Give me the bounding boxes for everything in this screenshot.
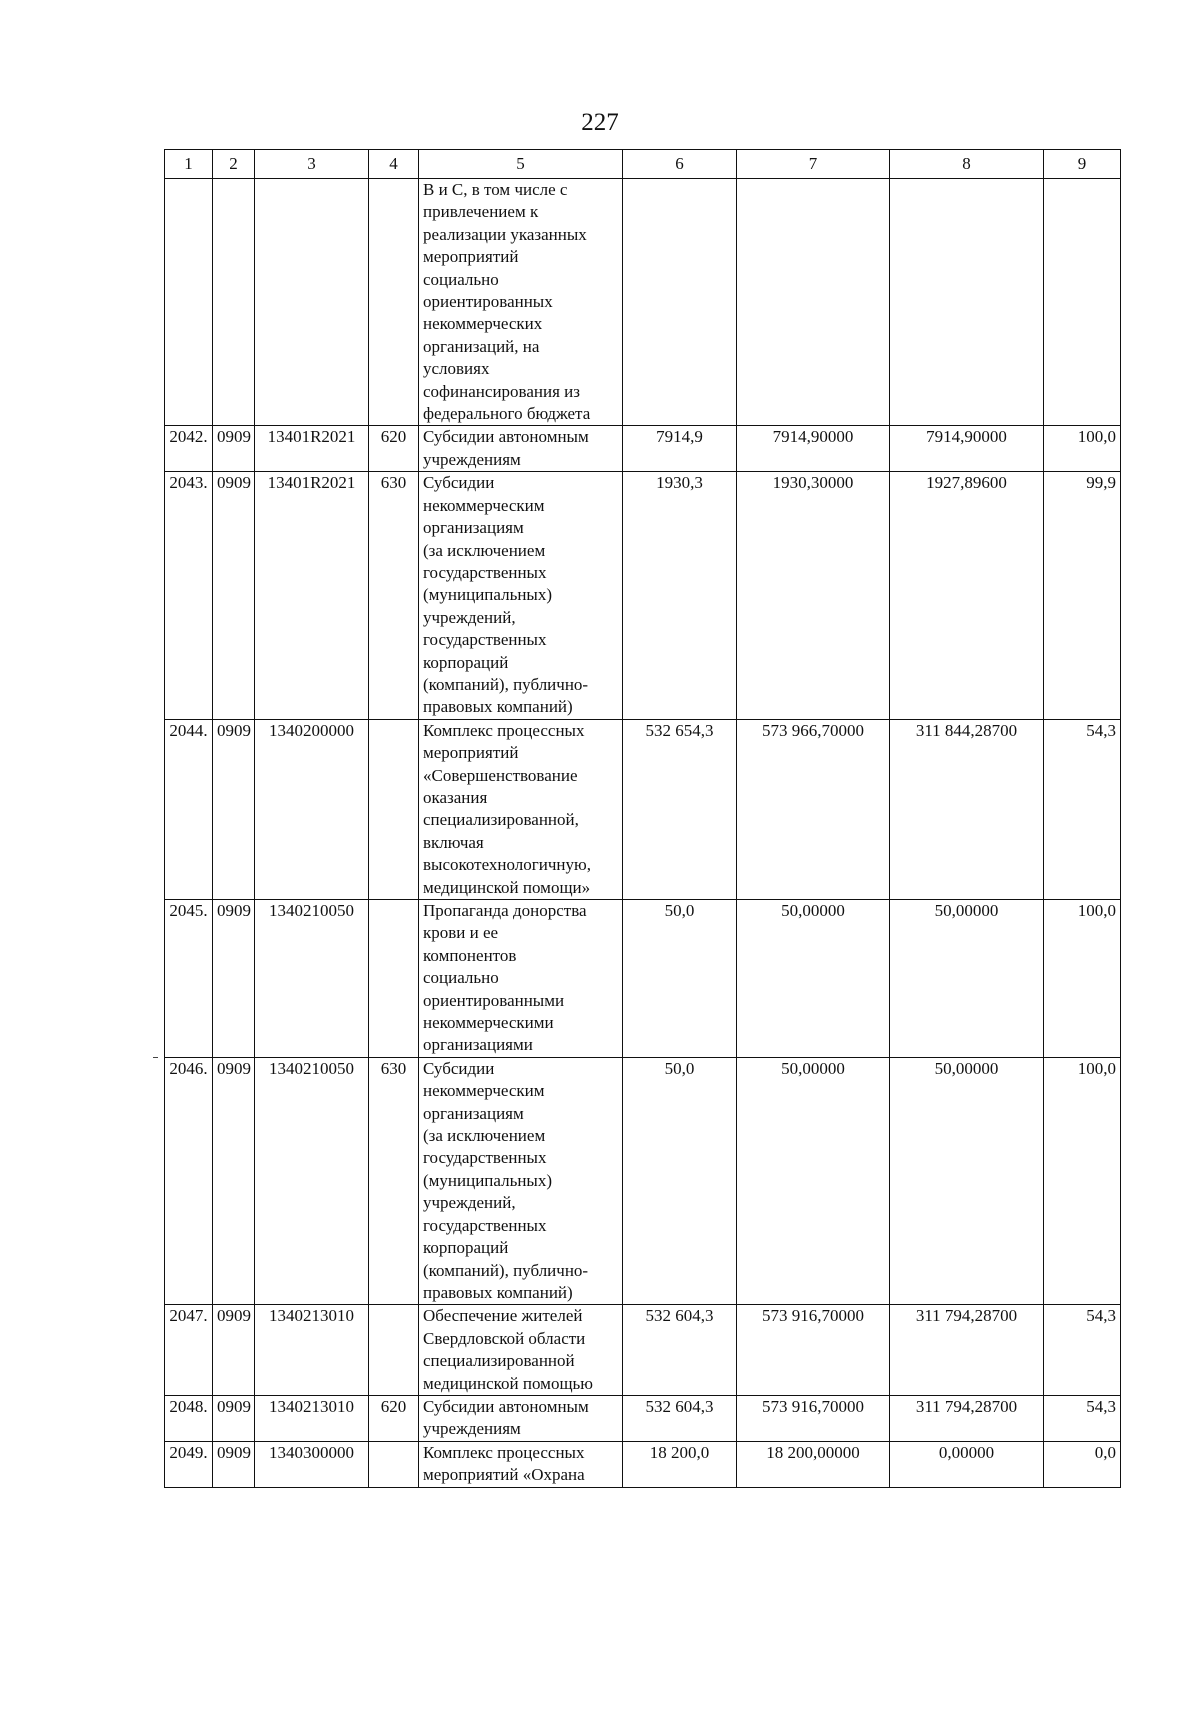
expense-type-cell: [369, 900, 419, 1058]
execution-percent-cell: 0,0: [1044, 1441, 1121, 1487]
description-line: компонентов: [423, 945, 517, 965]
refined-amount-cell: 50,00000: [737, 1057, 890, 1304]
description-line: высокотехнологичную,: [423, 855, 591, 875]
description-line: федерального бюджета: [423, 404, 591, 424]
description-line: Комплекс процессных: [423, 720, 585, 740]
description-line: социально: [423, 968, 499, 988]
header-col-6: 6: [623, 150, 737, 179]
description-line: привлечением к: [423, 202, 539, 222]
description-line: учреждений,: [423, 607, 516, 627]
description-line: условиях: [423, 359, 490, 379]
header-col-9: 9: [1044, 150, 1121, 179]
row-number-cell: [165, 179, 213, 426]
section-code-cell: [213, 179, 255, 426]
description-line: организаций, на: [423, 336, 540, 356]
description-line: учреждениям: [423, 449, 521, 469]
header-col-7: 7: [737, 150, 890, 179]
execution-percent-cell: 54,3: [1044, 1395, 1121, 1441]
table-body: [165, 179, 1121, 1488]
refined-amount-cell: 50,00000: [737, 900, 890, 1058]
execution-percent-cell: 99,9: [1044, 472, 1121, 719]
table-row: [165, 1395, 1121, 1441]
table-row: [165, 472, 1121, 719]
row-number-cell: 2043.: [165, 472, 213, 719]
description-line: организациями: [423, 1035, 533, 1055]
expense-type-cell: [369, 1441, 419, 1487]
expense-type-cell: [369, 719, 419, 899]
approved-amount-cell: 532 604,3: [623, 1395, 737, 1441]
executed-amount-cell: 0,00000: [890, 1441, 1044, 1487]
table-row: [165, 1057, 1121, 1304]
expense-type-cell: 630: [369, 1057, 419, 1304]
row-number-cell: 2046.: [165, 1057, 213, 1304]
description-line: некоммерческим: [423, 1081, 545, 1101]
description-line: ориентированными: [423, 990, 565, 1010]
row-number-cell: 2044.: [165, 719, 213, 899]
description-line: ориентированных: [423, 292, 553, 312]
description-line: (муниципальных): [423, 585, 553, 605]
description-line: Субсидии автономным: [423, 427, 589, 447]
approved-amount-cell: 532 604,3: [623, 1305, 737, 1396]
executed-amount-cell: 311 844,28700: [890, 719, 1044, 899]
description-line: организациям: [423, 1103, 524, 1123]
target-article-cell: 13401R2021: [255, 472, 369, 719]
description-line: некоммерческих: [423, 314, 543, 334]
target-article-cell: 1340300000: [255, 1441, 369, 1487]
description-line: специализированной,: [423, 810, 579, 830]
expense-type-cell: 620: [369, 1395, 419, 1441]
description-line: государственных: [423, 630, 547, 650]
refined-amount-cell: 7914,90000: [737, 426, 890, 472]
expense-type-cell: 620: [369, 426, 419, 472]
description-cell: [419, 1395, 623, 1441]
table-row: [165, 719, 1121, 899]
description-line: включая: [423, 832, 484, 852]
table-row: [165, 426, 1121, 472]
table-row: [165, 179, 1121, 426]
description-line: мероприятий: [423, 743, 519, 763]
executed-amount-cell: 7914,90000: [890, 426, 1044, 472]
execution-percent-cell: [1044, 179, 1121, 426]
description-line: реализации указанных: [423, 224, 587, 244]
header-row: [165, 150, 1121, 179]
target-article-cell: 1340210050: [255, 900, 369, 1058]
description-line: специализированной: [423, 1351, 575, 1371]
page-number: 227: [581, 109, 619, 136]
description-line: Свердловской области: [423, 1328, 586, 1348]
description-line: медицинской помощи»: [423, 877, 591, 897]
description-line: некоммерческим: [423, 495, 545, 515]
description-line: учреждениям: [423, 1419, 521, 1439]
target-article-cell: 1340213010: [255, 1395, 369, 1441]
target-article-cell: 1340213010: [255, 1305, 369, 1396]
header-col-3: 3: [255, 150, 369, 179]
description-line: В и С, в том числе с: [423, 180, 568, 199]
row-number-cell: 2042.: [165, 426, 213, 472]
execution-percent-cell: 100,0: [1044, 900, 1121, 1058]
description-line: Субсидии: [423, 1058, 495, 1078]
description-line: (за исключением: [423, 1126, 546, 1146]
description-line: государственных: [423, 1215, 547, 1235]
approved-amount-cell: [623, 179, 737, 426]
refined-amount-cell: 18 200,00000: [737, 1441, 890, 1487]
executed-amount-cell: 1927,89600: [890, 472, 1044, 719]
refined-amount-cell: 1930,30000: [737, 472, 890, 719]
description-line: крови и ее: [423, 923, 499, 943]
execution-percent-cell: 54,3: [1044, 719, 1121, 899]
description-cell: [419, 1305, 623, 1396]
row-number-cell: 2047.: [165, 1305, 213, 1396]
header-col-4: 4: [369, 150, 419, 179]
description-line: корпораций: [423, 1238, 509, 1258]
approved-amount-cell: 18 200,0: [623, 1441, 737, 1487]
executed-amount-cell: 50,00000: [890, 900, 1044, 1058]
approved-amount-cell: 1930,3: [623, 472, 737, 719]
target-article-cell: 1340200000: [255, 719, 369, 899]
row-number-cell: 2048.: [165, 1395, 213, 1441]
target-article-cell: 1340210050: [255, 1057, 369, 1304]
row-number-cell: 2049.: [165, 1441, 213, 1487]
description-line: государственных: [423, 1148, 547, 1168]
execution-percent-cell: 100,0: [1044, 426, 1121, 472]
description-line: учреждений,: [423, 1193, 516, 1213]
target-article-cell: [255, 179, 369, 426]
section-code-cell: 0909: [213, 472, 255, 719]
description-line: (компаний), публично-: [423, 1260, 589, 1280]
description-line: Пропаганда донорства: [423, 901, 587, 920]
expense-type-cell: [369, 1305, 419, 1396]
description-line: корпораций: [423, 652, 509, 672]
table-row: [165, 1305, 1121, 1396]
approved-amount-cell: 7914,9: [623, 426, 737, 472]
table-row: [165, 900, 1121, 1058]
target-article-cell: 13401R2021: [255, 426, 369, 472]
section-code-cell: 0909: [213, 1057, 255, 1304]
description-cell: [419, 900, 623, 1058]
description-line: софинансирования из: [423, 381, 580, 401]
description-line: Комплекс процессных: [423, 1442, 585, 1462]
header-col-5: 5: [419, 150, 623, 179]
section-code-cell: 0909: [213, 426, 255, 472]
executed-amount-cell: [890, 179, 1044, 426]
description-line: Субсидии: [423, 473, 495, 493]
description-cell: [419, 1057, 623, 1304]
expense-type-cell: 630: [369, 472, 419, 719]
description-cell: [419, 472, 623, 719]
description-line: государственных: [423, 562, 547, 582]
description-line: «Совершенствование: [423, 765, 578, 785]
section-code-cell: 0909: [213, 1441, 255, 1487]
row-number-cell: 2045.: [165, 900, 213, 1058]
description-cell: [419, 719, 623, 899]
table-row: [165, 1441, 1121, 1487]
header-col-1: 1: [165, 150, 213, 179]
description-line: социально: [423, 269, 499, 289]
description-line: некоммерческими: [423, 1013, 554, 1033]
expense-type-cell: [369, 179, 419, 426]
header-col-8: 8: [890, 150, 1044, 179]
description-line: мероприятий «Охрана: [423, 1465, 585, 1485]
header-col-2: 2: [213, 150, 255, 179]
description-cell: [419, 1441, 623, 1487]
refined-amount-cell: 573 966,70000: [737, 719, 890, 899]
approved-amount-cell: 50,0: [623, 1057, 737, 1304]
description-line: Субсидии автономным: [423, 1396, 589, 1416]
description-line: мероприятий: [423, 247, 519, 267]
description-line: (муниципальных): [423, 1170, 553, 1190]
execution-percent-cell: 100,0: [1044, 1057, 1121, 1304]
budget-table: [164, 149, 1121, 1488]
description-line: медицинской помощью: [423, 1373, 593, 1393]
description-line: оказания: [423, 787, 488, 807]
executed-amount-cell: 311 794,28700: [890, 1305, 1044, 1396]
approved-amount-cell: 50,0: [623, 900, 737, 1058]
approved-amount-cell: 532 654,3: [623, 719, 737, 899]
refined-amount-cell: 573 916,70000: [737, 1395, 890, 1441]
section-code-cell: 0909: [213, 1395, 255, 1441]
executed-amount-cell: 311 794,28700: [890, 1395, 1044, 1441]
description-line: правовых компаний): [423, 697, 573, 717]
description-line: (за исключением: [423, 540, 546, 560]
description-line: (компаний), публично-: [423, 674, 589, 694]
executed-amount-cell: 50,00000: [890, 1057, 1044, 1304]
description-cell: [419, 426, 623, 472]
description-line: правовых компаний): [423, 1282, 573, 1302]
section-code-cell: 0909: [213, 1305, 255, 1396]
description-line: организациям: [423, 518, 524, 538]
description-line: Обеспечение жителей: [423, 1306, 583, 1326]
scan-mark: [153, 1057, 158, 1058]
description-cell: [419, 179, 623, 426]
section-code-cell: 0909: [213, 900, 255, 1058]
refined-amount-cell: [737, 179, 890, 426]
section-code-cell: 0909: [213, 719, 255, 899]
execution-percent-cell: 54,3: [1044, 1305, 1121, 1396]
refined-amount-cell: 573 916,70000: [737, 1305, 890, 1396]
